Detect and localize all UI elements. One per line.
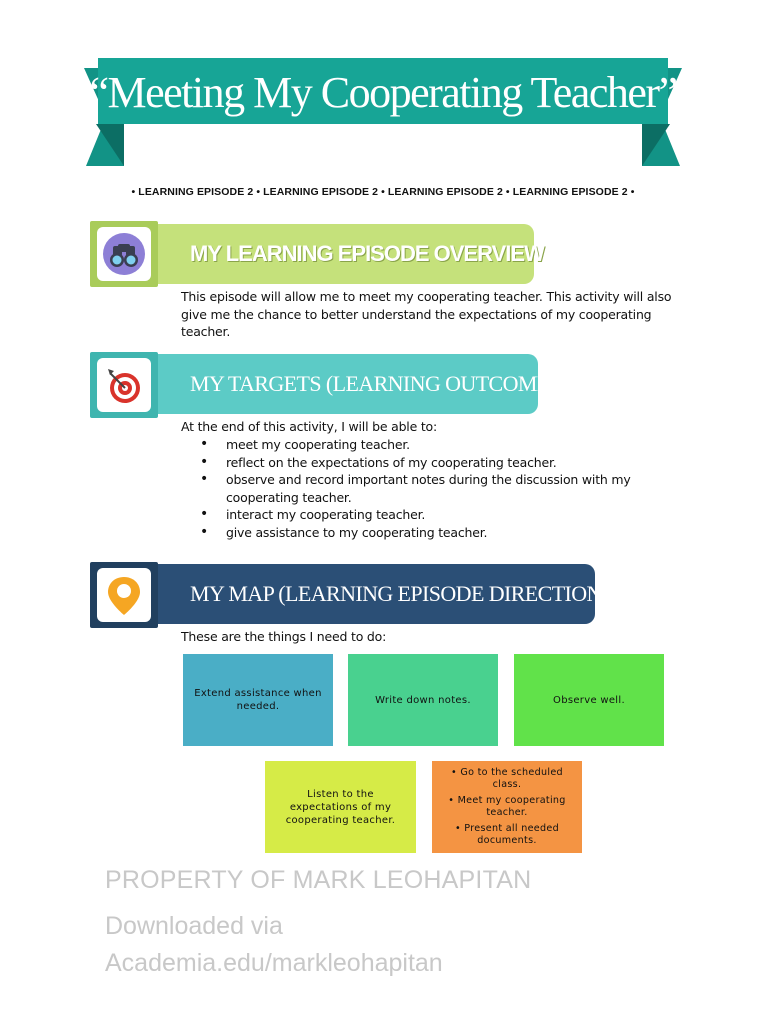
page-title: “Meeting My Cooperating Teacher” [89, 67, 677, 117]
direction-card: Write down notes. [348, 654, 498, 746]
targets-intro: At the end of this activity, I will be able to: [181, 419, 438, 434]
watermark-downloaded: Downloaded via [105, 912, 283, 940]
watermark-url: Academia.edu/markleohapitan [105, 949, 443, 977]
section-map-title: MY MAP (LEARNING EPISODE DIRECTIONS) [190, 581, 621, 606]
direction-card: Extend assistance when needed. [183, 654, 333, 746]
overview-text: This episode will allow me to meet my cooperating teacher. This activity will also give me the chance to better understand the expectations of my cooperating teacher. [181, 289, 672, 339]
section-targets-title: MY TARGETS (LEARNING OUTCOMES) [190, 371, 569, 396]
list-item: • Go to the scheduled class. [451, 767, 563, 790]
watermark-property: PROPERTY OF MARK LEOHAPITAN [105, 866, 532, 894]
direction-card: Listen to the expectations of my cooperating teacher. [265, 761, 416, 853]
list-item: • reflect on the expectations of my cooperating teacher. [200, 454, 690, 472]
targets-list [200, 436, 690, 541]
list-item: • Meet my cooperating teacher. [448, 795, 566, 818]
list-item: • observe and record important notes during the discussion with my cooperating teacher. [200, 471, 690, 506]
map-intro: These are the things I need to do: [181, 629, 387, 644]
direction-card-list [432, 761, 582, 853]
map-pin-icon [97, 568, 151, 622]
section-map-header [90, 564, 621, 624]
direction-card: Observe well. [514, 654, 664, 746]
target-icon [97, 358, 151, 412]
list-item: • interact my cooperating teacher. [200, 506, 690, 524]
episode-strip: • LEARNING EPISODE 2 • LEARNING EPISODE 2 • LEARNING EPISODE 2 • LEARNING EPISODE 2 • [131, 186, 635, 198]
list-item: • Present all needed documents. [455, 823, 559, 846]
list-item: • give assistance to my cooperating teacher. [200, 524, 690, 542]
section-overview-title: MY LEARNING EPISODE OVERVIEW [190, 241, 544, 266]
list-item: • meet my cooperating teacher. [200, 436, 690, 454]
binoculars-icon [97, 227, 151, 281]
